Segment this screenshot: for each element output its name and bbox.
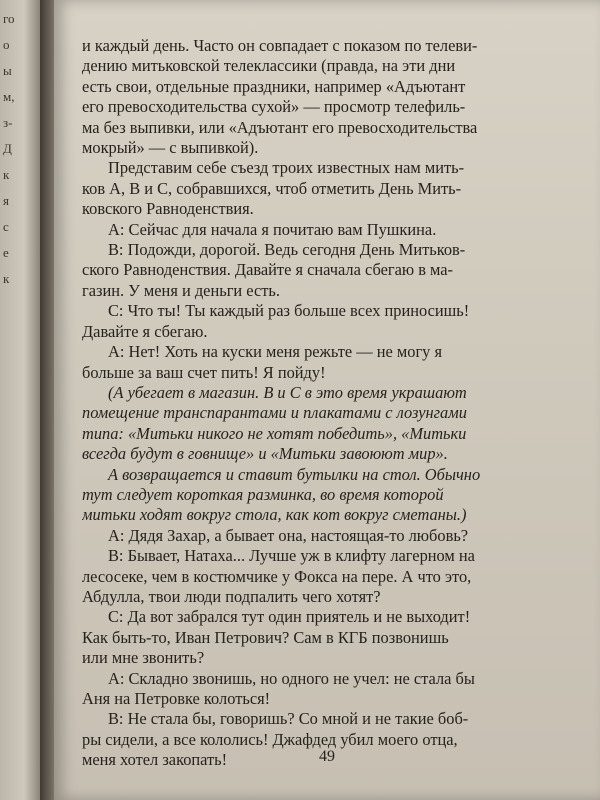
left-page-fragment: к (3, 167, 10, 182)
text-line: В: Подожди, дорогой. Ведь сегодня День Митьков- (108, 240, 466, 260)
left-page-fragment: м, (3, 89, 15, 104)
book-spine (40, 0, 54, 800)
left-page-fragment: Д (3, 141, 12, 156)
text-line: В: Бывает, Натаха... Лучше уж в клифту лагерном на (108, 546, 475, 566)
left-page-fragment: е (3, 245, 9, 260)
stage-direction-paragraph (82, 465, 546, 526)
text-paragraph (82, 220, 546, 240)
text-line: ского Равноденствия. Давайте я сначала сбегаю в ма- (82, 260, 454, 280)
left-page-edge (0, 0, 40, 800)
text-line: митьки ходят вокруг стола, как кот вокруг сметаны.) (82, 505, 467, 525)
left-page-fragment: о (3, 37, 10, 52)
text-paragraph (82, 301, 546, 342)
text-line: ры сидели, а все кололись! Джафдед убил моего отца, (82, 729, 458, 749)
page-number: 49 (319, 748, 335, 765)
page-text (82, 36, 546, 771)
left-page-fragment: я (3, 193, 9, 208)
text-paragraph (82, 158, 546, 219)
text-line: или мне звонить? (82, 648, 205, 668)
text-line: есть свои, отдельные праздники, например «Адъютант (82, 76, 466, 96)
text-line: лесосеке, чем в костюмчике у Фокса на пере. А что это, (82, 566, 472, 586)
text-line: А: Нет! Хоть на куски меня режьте — не могу я (108, 342, 443, 362)
text-line: и каждый день. Часто он совпадает с показом по телеви- (82, 36, 478, 55)
text-line: С: Да вот забрался тут один приятель и не выходит! (108, 607, 471, 627)
text-line: газин. У меня и деньги есть. (82, 280, 280, 300)
text-line: А: Складно звонишь, но одного не учел: не стала бы (108, 668, 475, 688)
text-paragraph (82, 240, 546, 301)
text-line: больше за ваш счет пить! Я пойду! (82, 362, 326, 382)
left-page-fragment: го (3, 11, 15, 26)
text-paragraph (82, 607, 546, 668)
text-line: всегда будут в говнище» и «Митьки завоюют мир». (82, 444, 448, 464)
text-line: Представим себе съезд троих известных нам мить- (108, 158, 465, 178)
stage-direction-paragraph (82, 383, 546, 465)
text-line: В: Не стала бы, говоришь? Со мной и не такие боб- (108, 709, 469, 729)
text-line: ма без выпивки, или «Адъютант его превосходительства (82, 117, 478, 137)
text-line: ков А, В и С, собравшихся, чтоб отметить День Мить- (82, 178, 462, 198)
text-paragraph (82, 669, 546, 710)
text-line: С: Что ты! Ты каждый раз больше всех приносишь! (108, 301, 470, 321)
text-line: (А убегает в магазин. В и С в это время украшают (108, 382, 467, 402)
text-line: типа: «Митьки никого не хотят победить», «Митьки (82, 423, 467, 443)
text-line: Как быть-то, Иван Петрович? Сам в КГБ позвонишь (82, 627, 449, 647)
text-paragraph (82, 36, 546, 158)
text-line: тут следует короткая разминка, во время которой (82, 484, 444, 504)
text-line: его превосходительства сухой» — просмотр телефиль- (82, 97, 466, 117)
text-line: Абдулла, твои люди подпалить чего хотят? (82, 586, 381, 606)
text-line: Аня на Петровке колоться! (82, 689, 271, 708)
text-line: А: Дядя Захар, а бывает она, настоящая-то любовь? (108, 525, 469, 545)
text-line: ковского Равноденствия. (82, 199, 254, 219)
text-paragraph (82, 342, 546, 383)
left-page-fragment: ы (3, 63, 12, 78)
text-paragraph (82, 546, 546, 607)
left-page-fragment: с (3, 219, 9, 234)
text-line: А: Сейчас для начала я почитаю вам Пушкина. (108, 219, 437, 239)
text-line: Давайте я сбегаю. (82, 321, 208, 341)
text-line: дению митьковской телеклассики (правда, на эти дни (82, 56, 456, 76)
text-line: А возвращается и ставит бутылки на стол. Обычно (108, 464, 481, 484)
text-line: меня хотел закопать! (82, 750, 228, 770)
text-line: помещение транспарантами и плакатами с лозунгами (82, 403, 467, 423)
left-page-fragment: з- (3, 115, 13, 130)
left-page-fragment: к (3, 271, 10, 286)
text-line: мокрый» — с выпивкой). (82, 138, 259, 158)
text-paragraph (82, 526, 546, 546)
book-page (54, 0, 600, 800)
